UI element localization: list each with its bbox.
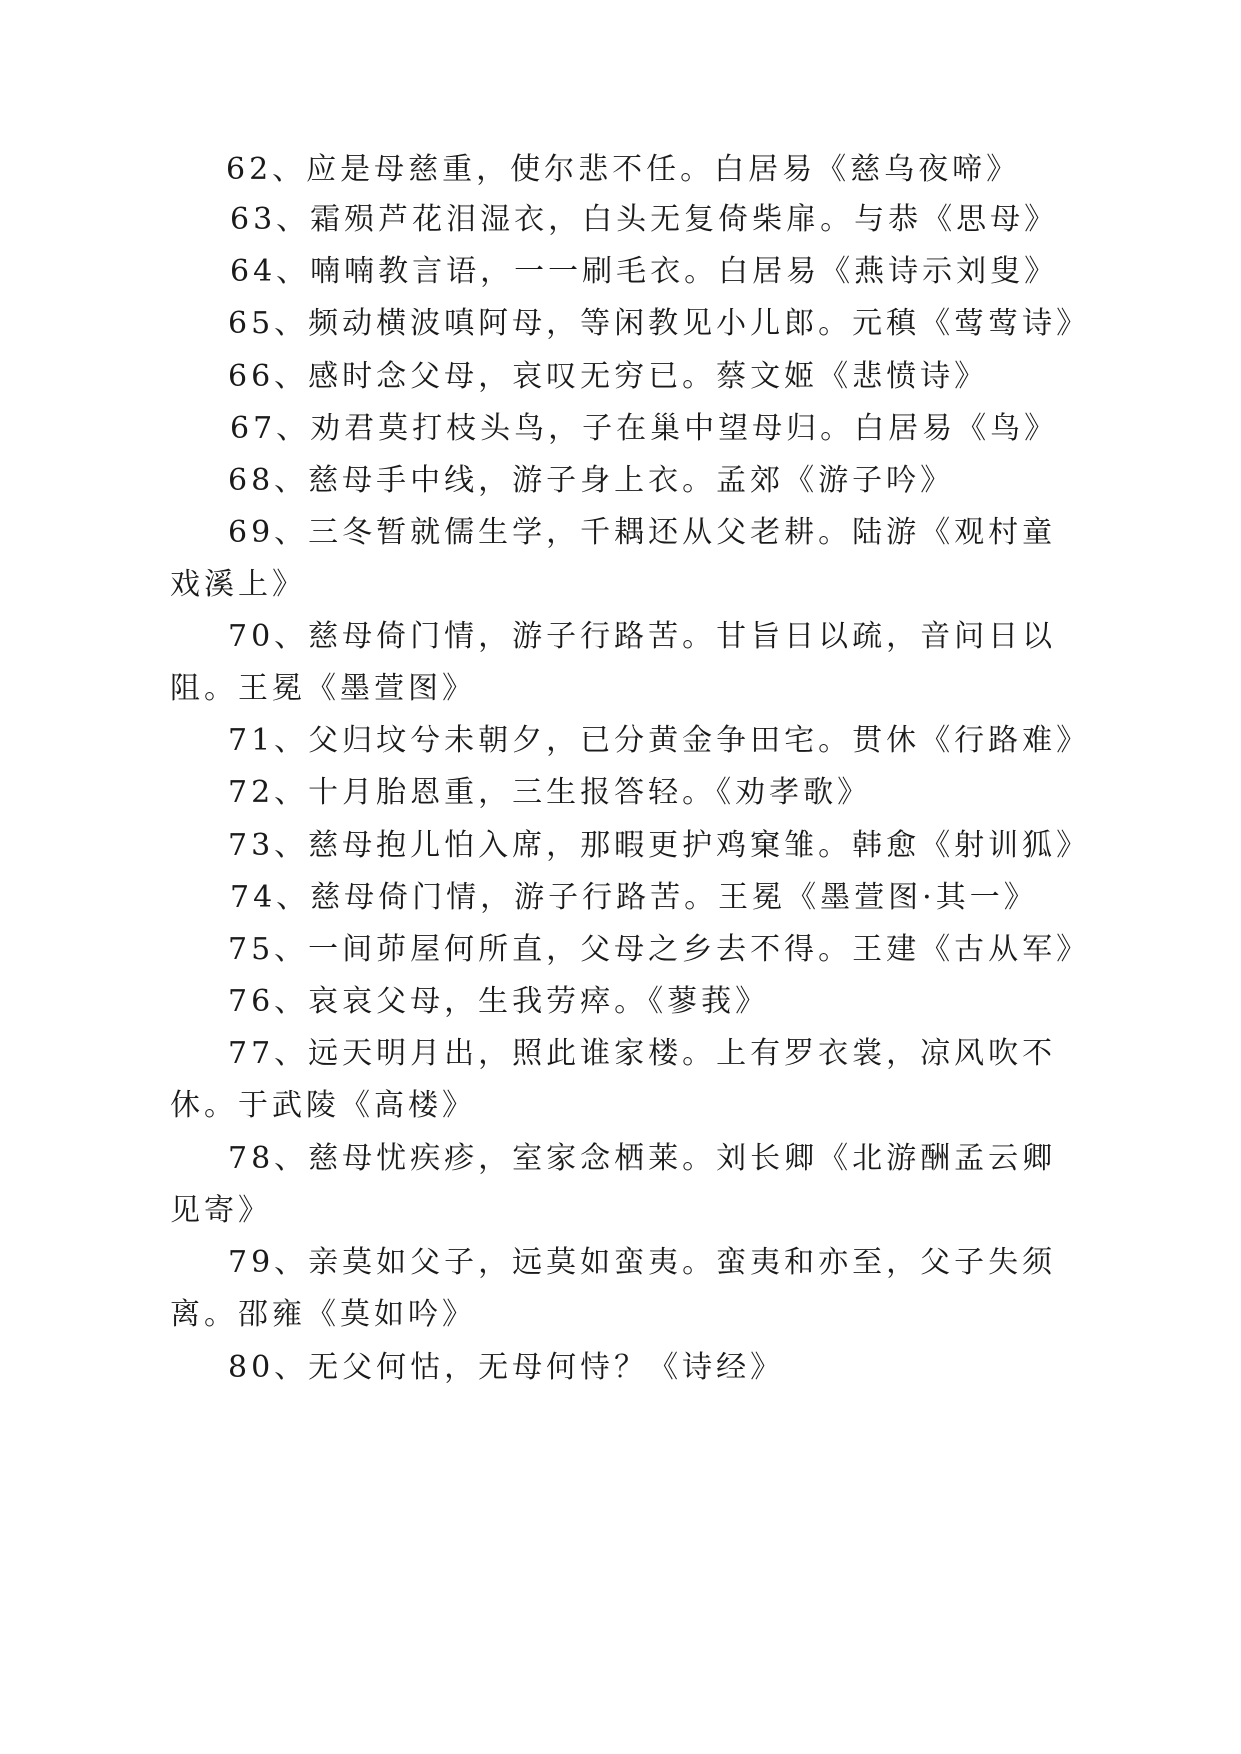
text-line: 阻。王冕《墨萱图》 [170, 671, 476, 706]
text-line: 70、慈母倚门情，游子行路苦。甘旨日以疏，音问日以 [228, 619, 1057, 654]
text-line: 80、无父何怙，无母何恃？《诗经》 [228, 1350, 785, 1385]
text-line: 74、慈母倚门情，游子行路苦。王冕《墨萱图·其一》 [230, 880, 1038, 915]
text-line: 戏溪上》 [170, 567, 306, 602]
text-line: 休。于武陵《高楼》 [170, 1088, 476, 1123]
text-line: 72、十月胎恩重，三生报答轻。《劝孝歌》 [228, 775, 872, 810]
text-line: 71、父归坟兮未朝夕，已分黄金争田宅。贯休《行路难》 [228, 723, 1091, 758]
text-line: 64、喃喃教言语，一一刷毛衣。白居易《燕诗示刘叟》 [230, 254, 1059, 289]
text-line: 79、亲莫如父子，远莫如蛮夷。蛮夷和亦至，父子失须 [228, 1245, 1057, 1280]
text-line: 见寄》 [170, 1193, 272, 1228]
text-line: 65、频动横波嗔阿母，等闲教见小儿郎。元稹《莺莺诗》 [228, 306, 1091, 341]
text-line: 77、远天明月出，照此谁家楼。上有罗衣裳，凉风吹不 [228, 1036, 1057, 1071]
text-line: 73、慈母抱儿怕入席，那暇更护鸡窠雏。韩愈《射训狐》 [228, 828, 1091, 863]
text-line: 66、感时念父母，哀叹无穷已。蔡文姬《悲愤诗》 [228, 359, 989, 394]
text-line: 78、慈母忧疾疹，室家念栖莱。刘长卿《北游酬孟云卿 [228, 1141, 1057, 1176]
text-line: 63、霜殒芦花泪湿衣，白头无复倚柴扉。与恭《思母》 [230, 202, 1059, 237]
text-line: 离。邵雍《莫如吟》 [170, 1297, 476, 1332]
text-line: 69、三冬暂就儒生学，千耦还从父老耕。陆游《观村童 [228, 515, 1057, 550]
text-line: 75、一间茆屋何所直，父母之乡去不得。王建《古从军》 [228, 932, 1091, 967]
text-line: 76、哀哀父母，生我劳瘁。《蓼莪》 [228, 984, 770, 1019]
text-line: 67、劝君莫打枝头鸟，子在巢中望母归。白居易《鸟》 [230, 411, 1059, 446]
text-line: 68、慈母手中线，游子身上衣。孟郊《游子吟》 [228, 463, 955, 498]
text-line: 62、应是母慈重，使尔悲不任。白居易《慈乌夜啼》 [226, 152, 1021, 187]
